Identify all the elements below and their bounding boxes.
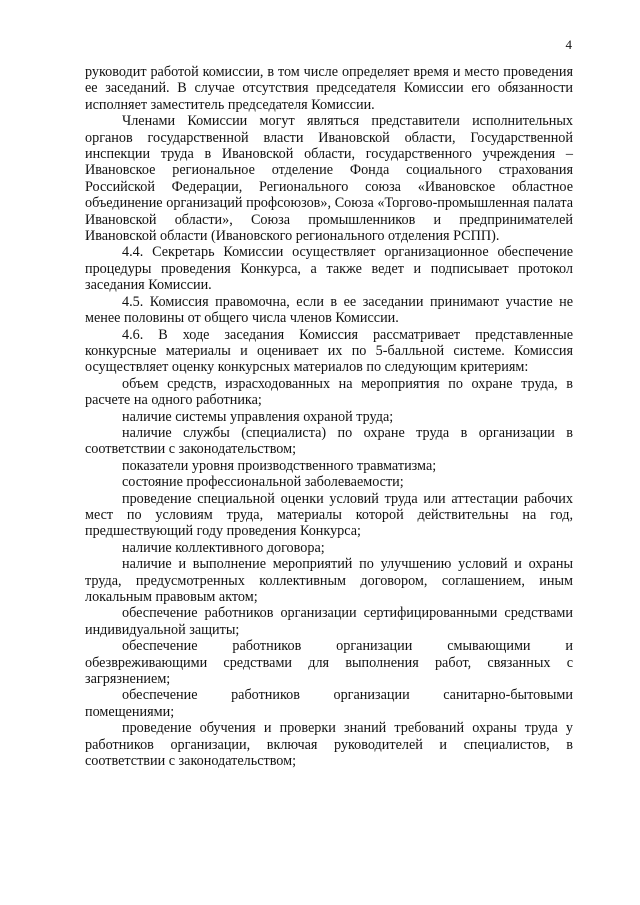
criterion-item: проведение обучения и проверки знаний требований охраны труда у работников организации, включая руководителей и специалистов, в соответствии с законодательством; xyxy=(85,720,573,770)
criterion-item: показатели уровня производственного травматизма; xyxy=(122,457,437,474)
paragraph-commission-members: Членами Комиссии могут являться представители исполнительных органов государственной власти Ивановской области, Государственной инспекции труда в Ивановской области, государственного учреждения – Ивановское региональное отделение Фонда социального страхования Российской Федерации, Регионального союза «Ивановское областное объединение организаций профсоюзов», Союза «Торгово-промышленная палата Ивановской области», Союза промышленников и предпринимателей Ивановской области (Ивановского регионального отделения РСПП). xyxy=(85,113,573,245)
criterion-item: проведение специальной оценки условий труда или аттестации рабочих мест по условиям труда, материалы которой действительны на год, предшествующий году проведения Конкурса; xyxy=(85,490,573,540)
document-body xyxy=(85,64,573,769)
criterion-item: обеспечение работников организации сертифицированными средствами индивидуальной защиты; xyxy=(85,605,573,638)
criterion-item: состояние профессиональной заболеваемости; xyxy=(122,474,404,491)
criterion-item: наличие и выполнение мероприятий по улучшению условий и охраны труда, предусмотренных коллективным договором, соглашением, иным локальным правовым актом; xyxy=(85,556,573,605)
paragraph-4-6: 4.6. В ходе заседания Комиссия рассматривает представленные конкурсные материалы и оценивает их по 5-балльной системе. Комиссия осуществляет оценку конкурсных материалов по следующим критериям: xyxy=(85,326,573,376)
page-number: 4 xyxy=(565,37,572,52)
criterion-item: обеспечение работников организации смывающими и обезвреживающими средствами для выполнения работ, связанных с загрязнением; xyxy=(85,638,573,688)
paragraph-4-4: 4.4. Секретарь Комиссии осуществляет организационное обеспечение процедуры проведения Конкурса, а также ведет и подписывает протокол заседания Комиссии. xyxy=(85,244,573,294)
criterion-item: наличие службы (специалиста) по охране труда в организации в соответствии с законодательством; xyxy=(85,424,573,458)
criterion-item: обеспечение работников организации санитарно-бытовыми помещениями; xyxy=(85,687,573,720)
paragraph-continuation: руководит работой комиссии, в том числе определяет время и место проведения ее заседаний. В случае отсутствия председателя Комиссии его обязанности исполняет заместитель председателя Комиссии. xyxy=(85,64,573,113)
paragraph-4-5: 4.5. Комиссия правомочна, если в ее заседании принимают участие не менее половины от общего числа членов Комиссии. xyxy=(85,293,573,327)
criterion-item: наличие коллективного договора; xyxy=(122,539,325,556)
criterion-item: объем средств, израсходованных на мероприятия по охране труда, в расчете на одного работника; xyxy=(85,375,573,409)
criterion-item: наличие системы управления охраной труда; xyxy=(122,408,394,425)
